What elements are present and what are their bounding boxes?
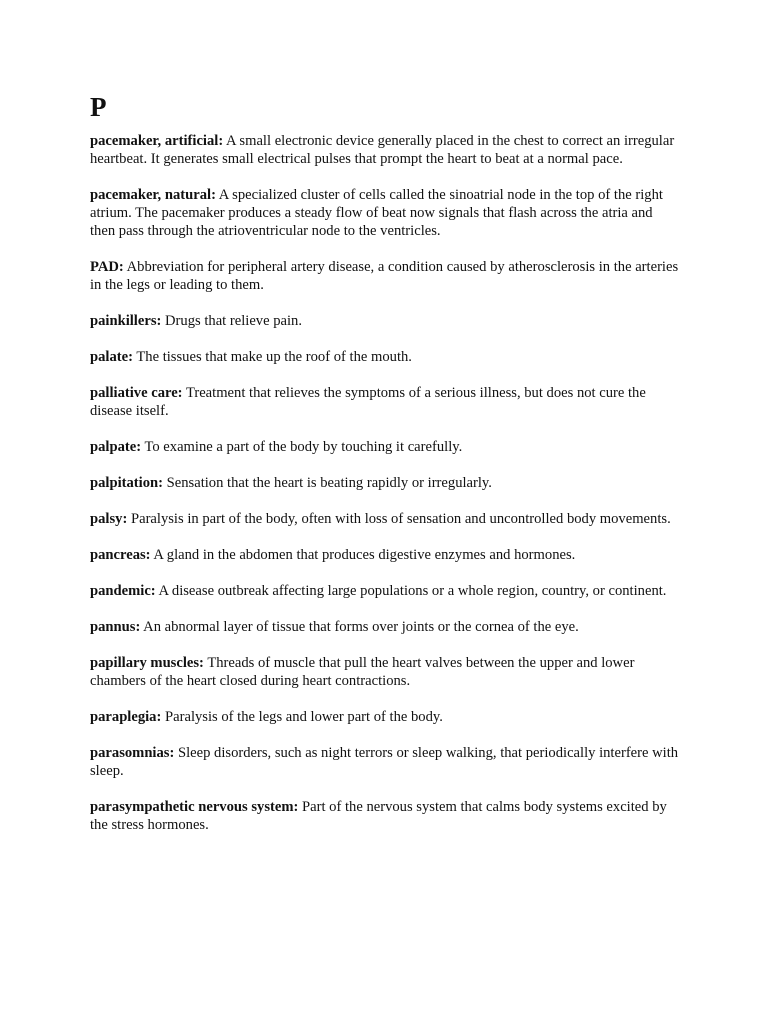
entry-definition: Threads of muscle that pull the heart valves between the upper and lower chambers of the heart closed during heart contractions.	[90, 655, 635, 689]
glossary-entry	[90, 186, 680, 240]
entry-definition: A disease outbreak affecting large populations or a whole region, country, or continent.	[158, 583, 667, 599]
entry-definition: To examine a part of the body by touching it carefully.	[144, 439, 463, 455]
entry-term: pacemaker, artificial:	[90, 133, 224, 149]
entry-term: parasympathetic nervous system:	[90, 799, 299, 815]
entry-term: papillary muscles:	[90, 655, 204, 671]
glossary-entry	[90, 582, 680, 600]
entry-term: pacemaker, natural:	[90, 187, 216, 203]
entry-term: paraplegia:	[90, 709, 162, 725]
entry-term: palpitation:	[90, 475, 163, 491]
entry-definition: Part of the nervous system that calms body systems excited by the stress hormones.	[90, 799, 667, 833]
glossary-entry	[90, 384, 680, 420]
entry-definition: The tissues that make up the roof of the mouth.	[136, 349, 412, 365]
entry-definition: Paralysis in part of the body, often with loss of sensation and uncontrolled body movements.	[130, 511, 671, 527]
entry-definition: Sleep disorders, such as night terrors or sleep walking, that periodically interfere with sleep.	[90, 745, 679, 779]
entry-term: pandemic:	[90, 583, 156, 599]
glossary-page	[90, 92, 680, 852]
entry-term: PAD:	[90, 259, 124, 275]
glossary-entry	[90, 312, 680, 330]
glossary-entry	[90, 438, 680, 456]
entry-definition: A gland in the abdomen that produces digestive enzymes and hormones.	[153, 547, 576, 563]
entry-definition: Abbreviation for peripheral artery disease, a condition caused by atherosclerosis in the arteries in the legs or leading to them.	[90, 259, 679, 293]
glossary-entry	[90, 348, 680, 366]
letter-heading: P	[90, 92, 107, 122]
glossary-entry	[90, 708, 680, 726]
entry-term: palpate:	[90, 439, 142, 455]
glossary-entry	[90, 474, 680, 492]
entry-definition: Sensation that the heart is beating rapidly or irregularly.	[166, 475, 492, 491]
entry-definition: A specialized cluster of cells called the sinoatrial node in the top of the right atrium. The pacemaker produces a steady flow of beat now signals that flash across the atria and then pass through the atrioventricular node to the ventricles.	[90, 187, 663, 239]
glossary-entry	[90, 510, 680, 528]
glossary-entry	[90, 258, 680, 294]
entry-definition: Paralysis of the legs and lower part of the body.	[165, 709, 443, 725]
entry-definition: Drugs that relieve pain.	[165, 313, 302, 329]
entry-term: palate:	[90, 349, 133, 365]
entry-definition: An abnormal layer of tissue that forms over joints or the cornea of the eye.	[143, 619, 579, 635]
entry-term: pancreas:	[90, 547, 151, 563]
glossary-entry	[90, 546, 680, 564]
entry-term: parasomnias:	[90, 745, 175, 761]
entry-term: palsy:	[90, 511, 128, 527]
entry-term: painkillers:	[90, 313, 162, 329]
entry-term: palliative care:	[90, 385, 183, 401]
entry-definition: Treatment that relieves the symptoms of a serious illness, but does not cure the disease itself.	[90, 385, 646, 419]
glossary-entry	[90, 132, 680, 168]
glossary-entry	[90, 654, 680, 690]
glossary-entry	[90, 798, 680, 834]
entry-definition: A small electronic device generally placed in the chest to correct an irregular heartbeat. It generates small electrical pulses that prompt the heart to beat at a normal pace.	[90, 133, 675, 167]
entry-term: pannus:	[90, 619, 141, 635]
glossary-entry	[90, 744, 680, 780]
glossary-entry	[90, 618, 680, 636]
